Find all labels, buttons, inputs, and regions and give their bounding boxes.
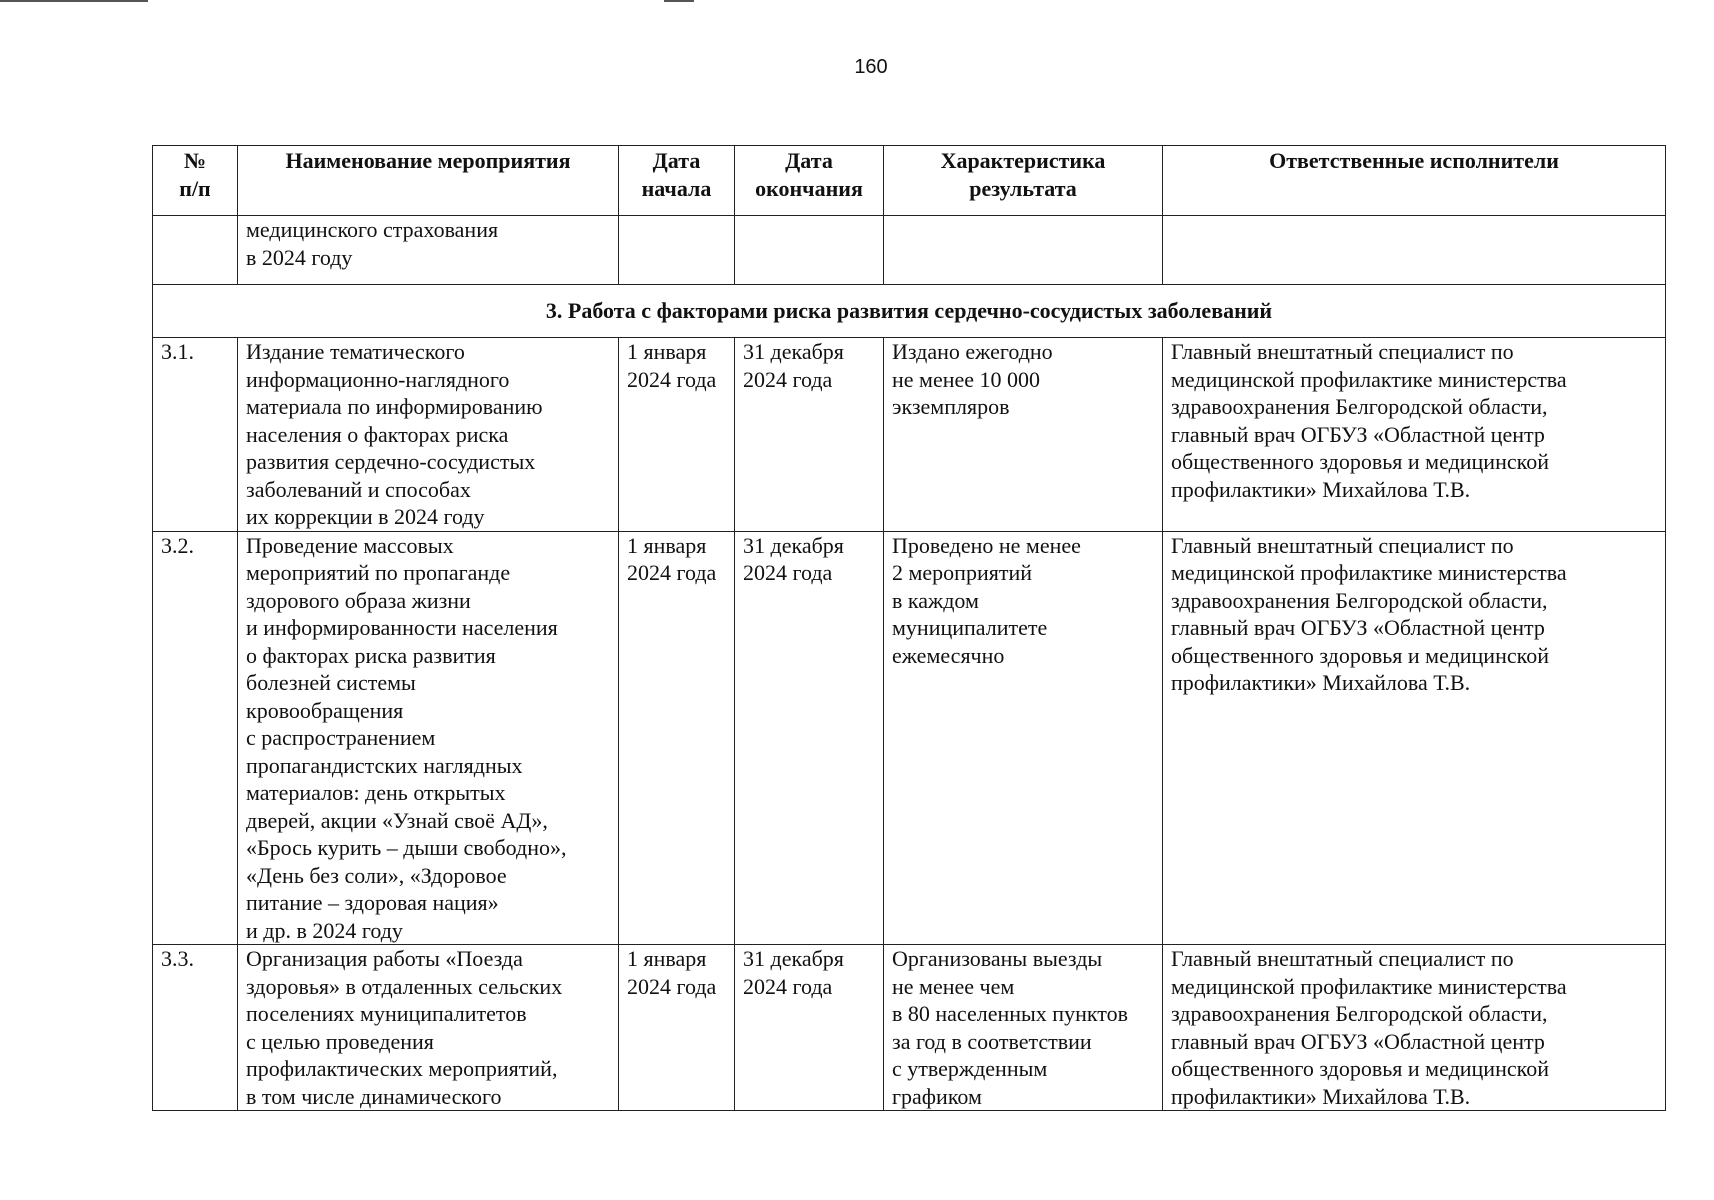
header-end-date: Дата окончания bbox=[735, 146, 884, 216]
table-row-continuation bbox=[153, 216, 1666, 285]
cell-activity-name: Проведение массовых мероприятий по пропаганде здорового образа жизни и информированности населения о факторах риска развития болезней системы кровообращения с распространением пропагандистских наглядных материалов: день открытых дверей, акции «Узнай своё АД», «Брось курить – дыши свободно», «День без соли», «Здоровое питание – здоровая нация» и др. в 2024 году bbox=[238, 531, 619, 945]
cell-start-date: 1 января 2024 года bbox=[619, 338, 735, 532]
table-header-row bbox=[153, 146, 1666, 216]
cell-result: Проведено не менее 2 мероприятий в каждом муниципалитете ежемесячно bbox=[884, 531, 1163, 945]
cell-number bbox=[153, 216, 238, 285]
cell-responsible bbox=[1163, 216, 1666, 285]
cell-number: 3.1. bbox=[153, 338, 238, 532]
cell-responsible: Главный внештатный специалист по медицинской профилактике министерства здравоохранения Белгородской области, главный врач ОГБУЗ «Областной центр общественного здоровья и медицинской профилактики» Михайлова Т.В. bbox=[1163, 945, 1666, 1111]
cell-result: Организованы выезды не менее чем в 80 населенных пунктов за год в соответствии с утвержденным графиком bbox=[884, 945, 1163, 1111]
section-title: 3. Работа с факторами риска развития сердечно-сосудистых заболеваний bbox=[153, 285, 1666, 338]
activities-table bbox=[152, 145, 1666, 1111]
header-start-date: Дата начала bbox=[619, 146, 735, 216]
cell-activity-name: Издание тематического информационно-наглядного материала по информированию населения о факторах риска развития сердечно-сосудистых заболеваний и способах их коррекции в 2024 году bbox=[238, 338, 619, 532]
table-row bbox=[153, 531, 1666, 945]
cell-end-date: 31 декабря 2024 года bbox=[735, 338, 884, 532]
header-number: № п/п bbox=[153, 146, 238, 216]
page-number: 160 bbox=[854, 56, 888, 78]
cell-number: 3.2. bbox=[153, 531, 238, 945]
cell-end-date bbox=[735, 216, 884, 285]
cell-result: Издано ежегодно не менее 10 000 экземпляров bbox=[884, 338, 1163, 532]
table-row bbox=[153, 338, 1666, 532]
cell-start-date bbox=[619, 216, 735, 285]
header-responsible: Ответственные исполнители bbox=[1163, 146, 1666, 216]
scan-edge-mark bbox=[0, 0, 148, 2]
cell-result bbox=[884, 216, 1163, 285]
cell-start-date: 1 января 2024 года bbox=[619, 945, 735, 1111]
header-result: Характеристика результата bbox=[884, 146, 1163, 216]
cell-end-date: 31 декабря 2024 года bbox=[735, 531, 884, 945]
cell-activity-name: медицинского страхования в 2024 году bbox=[238, 216, 619, 285]
cell-end-date: 31 декабря 2024 года bbox=[735, 945, 884, 1111]
scan-edge-mark bbox=[664, 0, 694, 2]
section-header-row bbox=[153, 285, 1666, 338]
header-activity-name: Наименование мероприятия bbox=[238, 146, 619, 216]
cell-activity-name: Организация работы «Поезда здоровья» в отдаленных сельских поселениях муниципалитетов с целью проведения профилактических мероприятий, в том числе динамического bbox=[238, 945, 619, 1111]
cell-number: 3.3. bbox=[153, 945, 238, 1111]
cell-responsible: Главный внештатный специалист по медицинской профилактике министерства здравоохранения Белгородской области, главный врач ОГБУЗ «Областной центр общественного здоровья и медицинской профилактики» Михайлова Т.В. bbox=[1163, 338, 1666, 532]
cell-responsible: Главный внештатный специалист по медицинской профилактике министерства здравоохранения Белгородской области, главный врач ОГБУЗ «Областной центр общественного здоровья и медицинской профилактики» Михайлова Т.В. bbox=[1163, 531, 1666, 945]
table-row bbox=[153, 945, 1666, 1111]
cell-start-date: 1 января 2024 года bbox=[619, 531, 735, 945]
